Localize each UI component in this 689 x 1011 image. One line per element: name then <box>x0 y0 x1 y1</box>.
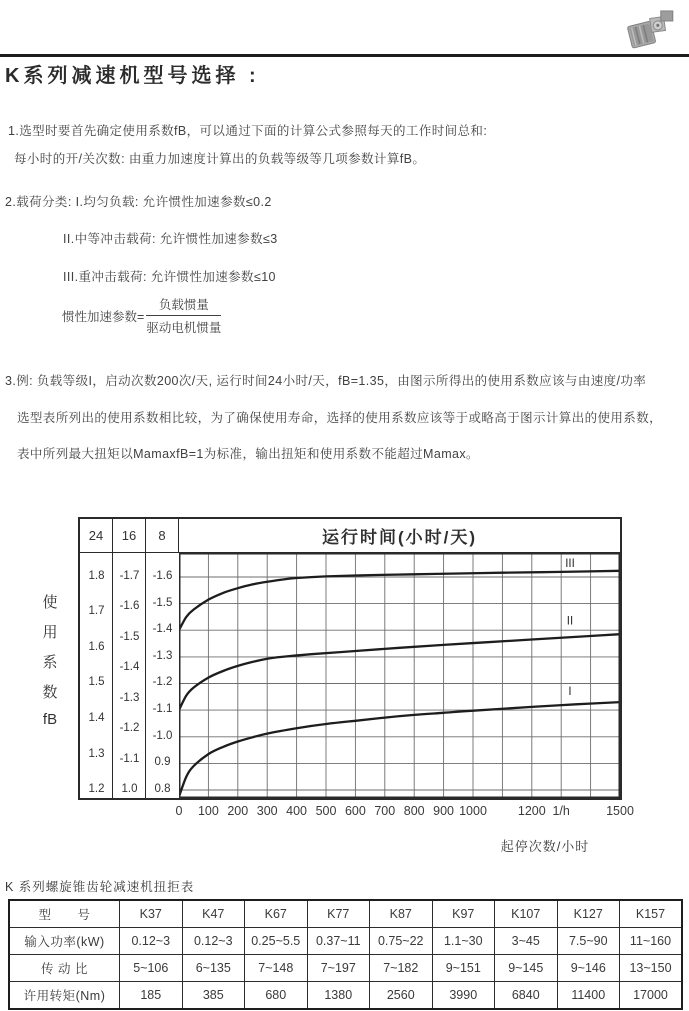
y-axis-title-char: 系 <box>42 654 58 671</box>
x-tick-label: 200 <box>227 804 249 818</box>
y-scale-label-16h: -1.1 <box>119 752 140 765</box>
formula-numerator: 负载惯量 <box>146 295 221 316</box>
value-cell: 7~197 <box>307 955 370 982</box>
load-class-line-2: II.中等冲击载荷: 允许惯性加速参数≤3 <box>63 232 278 246</box>
curve-II <box>179 634 620 710</box>
value-cell: 185 <box>120 982 183 1010</box>
example-line-1: 3.例: 负载等级I，启动次数200次/天, 运行时间24小时/天，fB=1.35，由图示所得出的使用系数应该与由速度/功率 <box>5 374 647 388</box>
header-rule <box>0 54 689 57</box>
gearbox-product-photo <box>619 5 685 53</box>
intro-line-2: 每小时的开/关次数: 由重力加速度计算出的负载等级等几项参数计算fB。 <box>14 152 426 166</box>
value-cell: 17000 <box>620 982 683 1010</box>
value-cell: 3~45 <box>495 928 558 955</box>
x-tick-label: 500 <box>315 804 337 818</box>
value-cell: 7~182 <box>370 955 433 982</box>
formula-denominator: 驱动电机惯量 <box>146 321 222 335</box>
table-row <box>9 955 682 982</box>
y-axis-title <box>38 591 62 737</box>
curve-label-II: II <box>566 615 574 628</box>
y-axis-title-char: 使 <box>42 594 58 611</box>
value-cell: 9~145 <box>495 955 558 982</box>
y-scale-label-24h: 1.7 <box>88 605 105 618</box>
x-tick-label: 1200 <box>517 804 546 818</box>
torque-table-title: K 系列螺旋锥齿轮减速机扭拒表 <box>5 880 195 894</box>
x-tick-label: 800 <box>403 804 425 818</box>
y-scale-label-8h: -1.0 <box>152 729 173 742</box>
curve-label-III: III <box>565 558 575 571</box>
table-row <box>9 982 682 1010</box>
value-cell: 385 <box>182 982 245 1010</box>
row-label-cell: 输入功率(kW) <box>9 928 120 955</box>
load-class-line-3: III.重冲击载荷: 允许惯性加速参数≤10 <box>63 270 276 284</box>
value-cell: 0.75~22 <box>370 928 433 955</box>
value-cell: 0.37~11 <box>307 928 370 955</box>
y-scale-label-16h: -1.6 <box>119 600 140 613</box>
model-header-cell: K67 <box>245 900 308 928</box>
value-cell: 11~160 <box>620 928 683 955</box>
x-axis-title: 起停次数/小时 <box>500 839 590 854</box>
x-tick-label: 100 <box>197 804 219 818</box>
y-scale-label-24h: 1.8 <box>88 569 105 582</box>
curve-III <box>179 571 620 630</box>
value-cell: 7~148 <box>245 955 308 982</box>
value-cell: 11400 <box>557 982 620 1010</box>
y-scale-label-16h: -1.4 <box>119 661 140 674</box>
model-header-cell: K37 <box>120 900 183 928</box>
value-cell: 6~135 <box>182 955 245 982</box>
y-scale-label-24h: 1.6 <box>88 640 105 653</box>
model-header-cell: K127 <box>557 900 620 928</box>
model-header-cell: K77 <box>307 900 370 928</box>
curve-I <box>179 702 620 797</box>
x-tick-label: 400 <box>286 804 308 818</box>
y-scale-label-8h: -1.3 <box>152 649 173 662</box>
model-header-cell: K97 <box>432 900 495 928</box>
formula-label: 惯性加速参数= <box>62 309 145 324</box>
y-scale-label-8h: -1.6 <box>152 569 173 582</box>
chart-header <box>80 519 620 553</box>
row-label-cell: 许用转矩(Nm) <box>9 982 120 1010</box>
y-scale-label-8h: 0.8 <box>154 783 171 795</box>
x-axis-ticks <box>175 804 634 822</box>
y-axis-title-char: 用 <box>42 624 58 641</box>
value-cell: 9~151 <box>432 955 495 982</box>
y-scale-label-8h: -1.2 <box>152 676 173 689</box>
value-cell: 0.25~5.5 <box>245 928 308 955</box>
table-header-row <box>9 900 682 928</box>
inertia-formula <box>62 295 221 336</box>
model-header-cell: K87 <box>370 900 433 928</box>
table-row <box>9 928 682 955</box>
model-header-cell: K157 <box>620 900 683 928</box>
y-scale-label-16h: -1.5 <box>119 630 140 643</box>
plot-area <box>179 553 620 798</box>
load-class-line-1: 2.载荷分类: I.均匀负载: 允许惯性加速参数≤0.2 <box>5 195 272 209</box>
x-tick-label: 1000 <box>459 804 487 818</box>
x-tick-label: 900 <box>433 804 455 818</box>
y-scale-label-24h: 1.2 <box>88 783 105 795</box>
y-scale-panel <box>80 553 179 798</box>
value-cell: 9~146 <box>557 955 620 982</box>
value-cell: 0.12~3 <box>120 928 183 955</box>
formula-fraction <box>146 295 221 336</box>
table-corner-cell: 型 号 <box>9 900 120 928</box>
model-header-cell: K47 <box>182 900 245 928</box>
y-scale-label-8h: 0.9 <box>154 756 171 769</box>
y-axis-title-char: fB <box>42 711 58 728</box>
curve-label-I: I <box>568 686 572 699</box>
value-cell: 6840 <box>495 982 558 1010</box>
x-tick-label: 1500 <box>606 804 634 818</box>
value-cell: 1380 <box>307 982 370 1010</box>
value-cell: 7.5~90 <box>557 928 620 955</box>
y-axis-title-char: 数 <box>42 684 58 701</box>
y-scale-label-16h: -1.2 <box>119 722 140 735</box>
y-scale-label-24h: 1.5 <box>88 676 105 689</box>
y-scale-label-16h: -1.7 <box>119 569 140 582</box>
y-scale-label-8h: -1.1 <box>152 703 173 716</box>
x-tick-label: 1/h <box>552 804 570 818</box>
y-scale-label-16h: -1.3 <box>119 691 140 704</box>
usage-factor-chart <box>78 517 634 818</box>
value-cell: 0.12~3 <box>182 928 245 955</box>
hours-cell-16: 16 <box>113 519 146 552</box>
y-scale-label-24h: 1.3 <box>88 747 105 760</box>
y-scale-label-16h: 1.0 <box>121 783 138 795</box>
page-title: K系列减速机型号选择 : <box>5 65 260 87</box>
model-header-cell: K107 <box>495 900 558 928</box>
hours-cell-24: 24 <box>80 519 113 552</box>
row-label-cell: 传 动 比 <box>9 955 120 982</box>
value-cell: 680 <box>245 982 308 1010</box>
y-scale-label-8h: -1.5 <box>152 596 173 609</box>
value-cell: 5~106 <box>120 955 183 982</box>
torque-table <box>8 899 683 1010</box>
intro-line-1: 1.选型时要首先确定使用系数fB，可以通过下面的计算公式参照每天的工作时间总和: <box>8 124 488 138</box>
x-tick-label: 300 <box>256 804 278 818</box>
x-tick-label: 0 <box>175 804 183 818</box>
chart-title: 运行时间(小时/天) <box>321 528 478 547</box>
x-tick-label: 600 <box>344 804 366 818</box>
y-scale-label-8h: -1.4 <box>152 623 173 636</box>
value-cell: 3990 <box>432 982 495 1010</box>
x-tick-label: 700 <box>374 804 396 818</box>
example-line-2: 选型表所列出的使用系数相比较，为了确保使用寿命，选择的使用系数应该等于或略高于图示计算出的使用系数， <box>17 411 663 425</box>
example-line-3: 表中所列最大扭矩以MamaxfB=1为标准，输出扭矩和使用系数不能超过Mamax。 <box>17 447 479 461</box>
y-scale-label-24h: 1.4 <box>88 711 105 724</box>
hours-cell-8: 8 <box>146 519 179 552</box>
value-cell: 1.1~30 <box>432 928 495 955</box>
value-cell: 13~150 <box>620 955 683 982</box>
value-cell: 2560 <box>370 982 433 1010</box>
